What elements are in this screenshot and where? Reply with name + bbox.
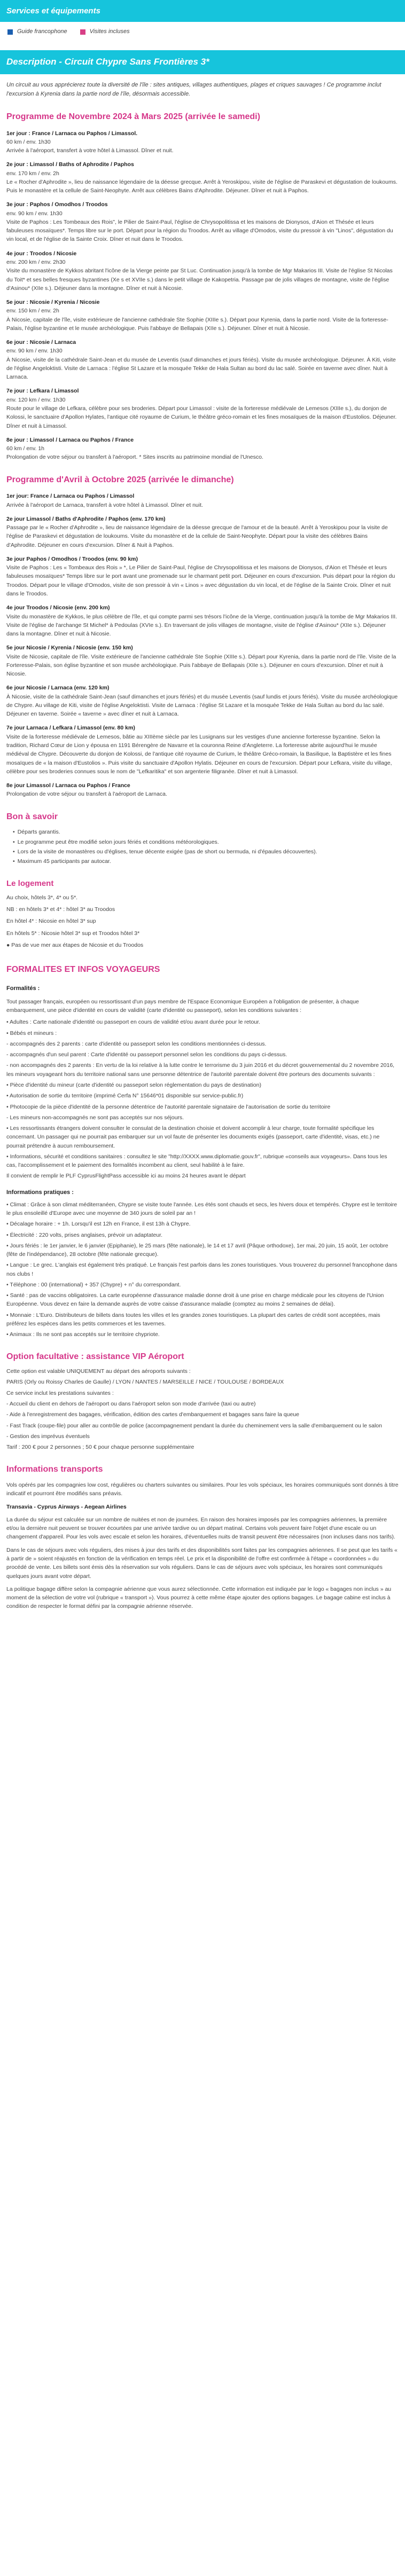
list-item: • Les ressortissants étrangers doivent consulter le consulat de la destination choisie et doivent accomplir à leur charge, toute formalité spécifique les concernant. Un passager qui ne pourrait pas embarquer sur un vol faute de présenter les documents exigés (passeport, carte d'identité, visas, etc.) ne pourrait prétendre à aucun remboursement.	[6, 1125, 380, 1149]
list-item: - Gestion des imprévus éventuels	[6, 1433, 90, 1440]
day-text: À Nicosie, visite de la cathédrale Saint-Jean (sauf dimanches et jours fériés) et du musée Leventis (sauf lundis et jours fériés). Visite du musée archéologique de Chypre. Au village de Kiti, visite de l'église Angeloktisti. Visite de Larnaca : l'église St Lazare et la mosquée Tekke de Hala Sultan au bord du lac salé. Déjeuner en taverne. Soirée « taverne » avec dîner et nuit à Larnaca.	[6, 693, 398, 718]
day-item	[6, 684, 399, 718]
legend-guide	[7, 27, 67, 36]
lodging-line3: ● Pas de vue mer aux étapes de Nicosie et du Troodos	[6, 941, 144, 948]
day-text: Le « Rocher d'Aphrodite », lieu de naissance légendaire de la déesse grecque. Arrêt à Yeroskipou, visite de l'église de Paraskevi et dégustation de loukoums. Puis le monastère et la cellule de Saint-Neophyte. Arrêt aux célèbres Bains d'Aphrodite. Déjeuner. Dîner et nuit à Paphos.	[6, 178, 398, 194]
day-distance: env. 170 km / env. 2h	[6, 170, 59, 177]
visits-square-icon	[80, 29, 85, 35]
day-item	[6, 724, 399, 776]
day-text: À Nicosie, capitale de l'île, visite extérieure de l'ancienne cathédrale Ste Sophie (XIIIe s.). Départ pour Kyrenia, dans la partie nord. Visite de la forteresse-Palais, l'église byzantine et le musée archéologique. Puis l'abbaye de Bellapais (XIIe s.). Déjeuner. Dîner et nuit à Nicosie.	[6, 316, 388, 332]
transport-para1: Vols opérés par les compagnies low cost, régulières ou charters suivantes ou similaires. Pour les vols spéciaux, les horaires communiqués sont donnés à titre indicatif et pourront être modifiés sans préavis.	[6, 1482, 399, 1497]
description-intro: Un circuit au vous apprécierez toute la diversité de l'île : sites antiques, villages authentiques, plages et criques sauvages ! Ce programme inclut l'excursion à Kyrenia dans la partie nord de l'île, désormais accessible.	[6, 81, 381, 97]
program2-title: Programme d'Avril à Octobre 2025 (arrivée le dimanche)	[6, 475, 234, 484]
day-text: Visite du monastère de Kykkos abritant l'icône de la Vierge peinte par St Luc. Continuation jusqu'à la tombe de Mgr Makarios III. Visite de l'église St Nicolas du Toit* et ses belles fresques byzantines (Xe s et XVIIe s.) dans le petit village de Kakopetria. Passage par de jolis villages de montagne, visite de l'église d'Asinou* (XIIe s.). Déjeuner dans la montagne. Dîner et nuit à Nicosie.	[6, 268, 393, 292]
list-item: - accompagnés d'un seul parent : Carte d'identité ou passeport personnel selon les conditions du pays ci-dessus.	[6, 1051, 287, 1058]
option-content	[0, 1367, 405, 1451]
day-item	[6, 249, 399, 293]
day-distance: env. 120 km / env. 1h30	[6, 396, 66, 403]
list-item: - Accueil du client en dehors de l'aéroport ou dans l'aéroport selon son mode d'arrivée (taxi ou autre)	[6, 1401, 256, 1408]
list-item: - Les mineurs non-accompagnés ne sont pas acceptés sur nos séjours.	[6, 1114, 184, 1121]
day-title: 6e jour : Nicosie / Larnaca	[6, 339, 76, 346]
day-text: Visite de Paphos : Les « Tombeaux des Rois » *, Le Pilier de Saint-Paul, l'église de Chrysopolitissa et les maisons de Dionysos, d'Aion et Thésée et leurs fabuleuses mosaïques* Temps libre sur le port avant une promenade sur le charmant petit port. Déjeuner en cours d'excursion. Puis départ pour la région du Troodos. Départ pour le village d'Omodos, visite de son pressoir à vin « Linos » avec dégustation du vin local, et de l'église de la Sainte Croix. Dîner et nuit dans le Troodos.	[6, 564, 395, 598]
list-item: Tarif : 200 € pour 2 personnes ; 50 € pour chaque personne supplémentaire	[6, 1444, 194, 1451]
day-text: Prolongation de votre séjour ou transfert à l'aéroport. * Sites inscrits au patrimoine mondial de l'Unesco.	[6, 454, 263, 461]
day-title: 3e jour : Paphos / Omodhos / Troodos	[6, 201, 108, 208]
day-text: Arrivée à l'aéroport, transfert à votre hôtel à Limassol. Dîner et nuit.	[6, 147, 174, 154]
day-title: 1er jour : France / Larnaca ou Paphos / Limassol.	[6, 130, 138, 137]
day-title: 5e jour Nicosie / Kyrenia / Nicosie (env. 150 km)	[6, 645, 133, 651]
list-item: Cette option est valable UNIQUEMENT au départ des aéroports suivants :	[6, 1368, 191, 1375]
day-item	[6, 338, 399, 381]
day-text: Prolongation de votre séjour ou transfert à l'aéroport de Larnaca.	[6, 791, 167, 798]
day-title: 1er jour: France / Larnaca ou Paphos / Limassol	[6, 493, 135, 500]
lodging-note: NB : en hôtels 3* et 4* : hôtel 3* au Troodos	[6, 906, 115, 913]
formalities-para1: Tout passager français, européen ou ressortissant d'un pays membre de l'Espace Economique Européen a l'obligation de présenter, à chaque embarquement, une pièce d'identité en cours de validité (carte d'identité ou passeport), selon les conditions suivantes :	[6, 998, 359, 1014]
lodging-title: Le logement	[6, 879, 54, 889]
services-legend	[0, 22, 405, 42]
formalities-heading: Formalités :	[6, 985, 40, 992]
transport-content	[0, 1481, 405, 1611]
list-item: - accompagnés des 2 parents : carte d'identité ou passeport selon les conditions mentionnées ci-dessus.	[6, 1040, 267, 1047]
list-item: • Téléphone : 00 (international) + 357 (Chypre) + n° du correspondant.	[6, 1281, 181, 1288]
option-list	[6, 1367, 399, 1451]
list-item: - Aide à l'enregistrement des bagages, vérification, édition des cartes d'embarquement et bagages sans faire la queue	[6, 1411, 300, 1418]
list-item: • Adultes : Carte nationale d'identité ou passeport en cours de validité et/ou avant durée pour le retour.	[6, 1019, 260, 1026]
list-item: • Santé : pas de vaccins obligatoires. La carte européenne d'assurance maladie donne droit à une prise en charge médicale pour les citoyens de l'Union Européenne. Vous devez en faire la demande auprès de votre caisse d'assurance maladie (comptez au moins 2 semaines de délai).	[6, 1292, 384, 1308]
transport-para2: La durée du séjour est calculée sur un nombre de nuitées et non de journées. En raison des horaires imposés par les compagnies aériennes, la première et/ou la dernière nuit peuvent se trouver écourtées par une arrivée tardive ou un départ matinal. Certains vols peuvent faire l'objet d'une escale ou un changement d'appareil. Pour les vols avec escale et selon les horaires, d'éventuelles nuits de transit peuvent être nécessaires (non incluses dans nos tarifs).	[6, 1516, 395, 1541]
list-item: • Monnaie : L'Euro. Distributeurs de billets dans toutes les villes et les grandes zones touristiques. La plupart des cartes de crédit sont acceptées, mais préférez les espèces dans les petits commerces et les tavernes.	[6, 1311, 380, 1327]
good-to-know-item: • Le programme peut être modifié selon jours fériés et conditions météorologiques.	[13, 838, 399, 846]
program1-title: Programme de Novembre 2024 à Mars 2025 (arrivée le samedi)	[6, 112, 260, 121]
program2-days	[6, 492, 399, 798]
description-banner: Description - Circuit Chypre Sans Frontières 3*	[0, 50, 405, 74]
footer-spacer	[0, 1611, 405, 1632]
day-text: Visite du monastère de Kykkos, le plus célèbre de l'île, et qui compte parmi ses trésors l'icône de la Vierge, continuation jusqu'à la tombe de Mgr Makarios III. Visite de l'église de l'archange St Michel* à Pedoulas (XVIe s.). En traversant de jolis villages de montagne, visite de l'église d'Asinou* (XIIe s.). Déjeuner dans la montagne. Dîner et nuit à Nicosie.	[6, 613, 398, 638]
list-item: - Fast Track (coupe-file) pour aller au contrôle de police (accompagnement pendant la durée du cheminement vers la salle d'embarquement ou le salon	[6, 1422, 382, 1429]
transport-para4: La politique bagage diffère selon la compagnie aérienne que vous aurez sélectionnée. Cette information est indiquée par le logo « bagages non inclus » au moment de la sélection de votre vol (rubrique « transport »). Vous pourrez à cette même étape ajouter des options bagages. Le bagage cabine est inclus à condition de respecter le format défini par la compagnie aérienne réservée.	[6, 1585, 392, 1610]
list-item: • Bébés et mineurs :	[6, 1030, 57, 1036]
day-title: 7e jour Larnaca / Lefkara / Limassol (env. 80 km)	[6, 725, 135, 732]
list-item: • Informations, sécurité et conditions sanitaires : consultez le site "http://XXXX.www.diplomatie.gouv.fr", rubrique «conseils aux voyageurs». Dans tous les cas, l'accomplissement et le paiement des formalités incombent au client, seul habilité à le faire.	[6, 1153, 387, 1169]
description-content	[0, 81, 405, 949]
lodging-line2: En hôtels 5* : Nicosie hôtel 3* sup et Troodos hôtel 3*	[6, 930, 140, 937]
legend-visits	[80, 27, 130, 36]
day-title: 8e jour : Limassol / Larnaca ou Paphos / France	[6, 436, 134, 443]
day-text: Arrivée à l'aéroport de Larnaca, transfert à votre hôtel à Limassol. Dîner et nuit.	[6, 501, 203, 508]
transport-title: Informations transports	[6, 1465, 103, 1474]
option-title: Option facultative : assistance VIP Aéroport	[6, 1352, 184, 1362]
day-item	[6, 781, 399, 799]
legend-visits-label: Visites incluses	[89, 28, 130, 35]
transport-para3: Dans le cas de séjours avec vols réguliers, des mises à jour des tarifs et des disponibilités sont faites par les compagnies aériennes. Il se peut que les tarifs « à partir de » soient réajustés en fonction de la vérification en temps réel. Le prix et la disponibilité de l'offre est confirmée à l'étape « coordonnées » du procédé de vente. Les billets sont émis dès la réservation sur vols réguliers. Dans le cas de séjours avec vols spéciaux, les horaires sont communiqués quelques jours avant votre départ.	[6, 1546, 398, 1580]
day-title: 4e jour : Troodos / Nicosie	[6, 250, 77, 257]
legend-guide-label: Guide francophone	[17, 28, 67, 35]
formalities-list	[6, 1018, 399, 1180]
lodging-line1: En hôtel 4* : Nicosie en hôtel 3* sup	[6, 918, 96, 925]
guide-square-icon	[7, 29, 13, 35]
day-text: Visite de Nicosie, capitale de l'île. Visite extérieure de l'ancienne cathédrale Ste Sophie (XIIIe s.). Départ pour Kyrenia, dans la partie nord de l'île. Visite de la Forteresse-Palais, son église byzantine et son musée archéologique. Puis l'abbaye de Bellapais (XIIe s.). Déjeuner en cours d'excursion. Dîner et nuit à Nicosie.	[6, 653, 396, 678]
list-item: • Climat : Grâce à son climat méditerranéen, Chypre se visite toute l'année. Les étés sont chauds et secs, les hivers doux et tempérés. Chypre est le territoire le plus ensoleillé d'Europe avec une moyenne de 340 jours de soleil par an !	[6, 1201, 398, 1216]
good-to-know-item: • Départs garantis.	[13, 828, 399, 836]
list-item: • Animaux : Ils ne sont pas acceptés sur le territoire chypriote.	[6, 1331, 160, 1338]
day-item	[6, 492, 399, 509]
day-distance: env. 150 km / env. 2h	[6, 308, 59, 315]
day-text: Route pour le village de Lefkara, célèbre pour ses broderies. Départ pour Limassol : visite de la forteresse médiévale de Lemesos (XIIIe s.), du donjon de Kolossi, le sanctuaire d'Apollon Hylates, l'antique cité royaume de Curium, le théâtre gréco-romain et les fines mosaïques de la maison d'Eustolios. Déjeuner. Dîner et nuit à Limassol.	[6, 405, 397, 429]
day-distance: 60 km / env. 1h30	[6, 138, 51, 145]
day-distance: env. 90 km / env. 1h30	[6, 348, 63, 355]
formalities-title: FORMALITES ET INFOS VOYAGEURS	[6, 965, 160, 975]
day-item	[6, 160, 399, 195]
list-item: - non accompagnés des 2 parents : En vertu de la loi relative à la lutte contre le terrorisme du 3 juin 2016 et du décret gouvernemental du 2 novembre 2016, les mineurs voyageant hors du territoire national sans une personne détentrice de l'autorité parentale doivent être porteurs des documents suivants :	[6, 1062, 395, 1078]
good-to-know-list	[13, 828, 399, 866]
day-title: 7e jour : Lefkara / Limassol	[6, 388, 79, 395]
day-title: 2e jour Limassol / Baths d'Aphrodite / Paphos (env. 170 km)	[6, 515, 166, 522]
transport-airlines: Transavia - Cyprus Airways - Aegean Airlines	[6, 1503, 127, 1510]
day-item	[6, 603, 399, 638]
day-item	[6, 436, 399, 462]
list-item: • Pièce d'identité du mineur (carte d'identité ou passeport selon réglementation du pays de destination)	[6, 1082, 261, 1088]
day-title: 5e jour : Nicosie / Kyrenia / Nicosie	[6, 299, 100, 306]
day-title: 8e jour Limassol / Larnaca ou Paphos / France	[6, 782, 130, 789]
day-item	[6, 298, 399, 333]
good-to-know-item: • Maximum 45 participants par autocar.	[13, 857, 399, 866]
day-text: À Nicosie, visite de la cathédrale Saint-Jean et du musée de Leventis (sauf dimanches et jours fériés). Visite du musée archéologique. Déjeuner. À Kiti, visite de l'église Angeloktisti. Visite de Larnaca : l'église St Lazare et la mosquée Tekke de Hala Sultan au bord du lac salé. Soirée en taverne avec dîner. Nuit à Larnaca.	[6, 356, 396, 381]
program1-days	[6, 129, 399, 462]
good-to-know-title: Bon à savoir	[6, 812, 58, 821]
lodging-intro: Au choix, hôtels 3*, 4* ou 5*.	[6, 894, 78, 901]
day-text: Visite de la forteresse médiévale de Lemesos, bâtie au XIIIème siècle par les Lusignans sur les vestiges d'une ancienne forteresse byzantine. Selon la tradition, Richard Cœur de Lion y épousa en 1191 Bérengère de Navarre et la couronna Reine d'Angleterre. La forteresse abrite aujourd'hui le musée médiéval de Chypre. Découverte du donjon de Kolossi, de l'antique cité royaume de Curium, le théâtre Gréco-romain, la Basilique, la Baptistère et les fines mosaïques de « la maison d'Eustolios ». Puis visite du sanctuaire d'Apollon Hylatis. Déjeuner en cours de l'excursion. Départ pour Lefkara, visite du village, célèbre pour ses broderies connues sous le nom de "Lefkaritika" et son argenterie filigranée. Dîner et nuit à Limassol.	[6, 733, 392, 775]
list-item: Ce service inclut les prestations suivantes :	[6, 1389, 114, 1396]
list-item: PARIS (Orly ou Roissy Charles de Gaulle) / LYON / NANTES / MARSEILLE / NICE / TOULOUSE / BORDEAUX	[6, 1379, 284, 1386]
day-item	[6, 387, 399, 430]
day-item	[6, 643, 399, 678]
list-item: Il convient de remplir le PLF CyprusFlightPass accessible ici au moins 24 heures avant le départ	[6, 1173, 246, 1180]
day-distance: env. 90 km / env. 1h30	[6, 210, 63, 217]
services-banner: Services et équipements	[0, 0, 405, 22]
day-distance: env. 200 km / env. 2h30	[6, 258, 66, 265]
day-title: 4e jour Troodos / Nicosie (env. 200 km)	[6, 604, 110, 611]
formalities-content	[0, 984, 405, 1339]
list-item: • Autorisation de sortie du territoire (imprimé Cerfa N° 15646*01 disponible sur service-public.fr)	[6, 1093, 244, 1099]
info-heading: Informations pratiques :	[6, 1189, 74, 1196]
day-item	[6, 200, 399, 244]
day-title: 2e jour : Limassol / Baths of Aphrodite / Paphos	[6, 161, 134, 168]
list-item: • Décalage horaire : + 1h. Lorsqu'il est 12h en France, il est 13h à Chypre.	[6, 1221, 191, 1228]
day-text: Passage par le « Rocher d'Aphrodite », lieu de naissance légendaire de la déesse grecque de l'amour et de la beauté. Arrêt à Yeroskipou pour la visite de l'église de Paraskevi et dégustation de loukoums. Visite du monastère et de la cellule de Saint-Neophyte. Départ pour la visite des célèbres Bains d'Aphrodite. Déjeuner en cours d'excursion. Dîner & Nuit à Paphos.	[6, 524, 388, 548]
list-item: • Langue : Le grec. L'anglais est également très pratiqué. Le français l'est parfois dans les zones touristiques. Vous trouverez du personnel francophone dans nos clubs !	[6, 1262, 398, 1277]
day-item	[6, 129, 399, 155]
day-text: Visite de Paphos : Les Tombeaux des Rois", le Pilier de Saint-Paul, l'église de Chrysopolitissa et les maisons de Dionysos, d'Aion et Thésée et leurs fabuleuses mosaïques*. Temps libre sur le port. Départ pour la région du Troodos. Arrêt au village d'Omodos, visite du pressoir à vin "Linos", dégustation du vin local, et de l'église de la Sainte Croix. Dîner et nuit dans le Troodos.	[6, 218, 393, 243]
day-item	[6, 515, 399, 549]
info-list	[6, 1200, 399, 1339]
list-item: • Photocopie de la pièce d'identité de la personne détentrice de l'autorité parentale signataire de l'autorisation de sortie du territoire	[6, 1103, 331, 1110]
day-item	[6, 555, 399, 598]
list-item: • Jours fériés : le 1er janvier, le 6 janvier (Epiphanie), le 25 mars (fête nationale), le 14 et 17 avril (Pâque orthodoxe), 1er mai, 20 juin, 15 août, 1er octobre (fête de l'indépendance), 28 octobre (fête nationale grecque).	[6, 1242, 388, 1258]
day-distance: 60 km / env. 1h	[6, 445, 45, 452]
good-to-know-item: • Lors de la visite de monastères ou d'églises, tenue décente exigée (pas de short ou bermuda, ni d'épaules découvertes).	[13, 847, 399, 856]
day-title: 3e jour Paphos / Omodhos / Troodos (env. 90 km)	[6, 555, 138, 562]
day-title: 6e jour Nicosie / Larnaca (env. 120 km)	[6, 685, 110, 692]
list-item: • Électricité : 220 volts, prises anglaises, prévoir un adaptateur.	[6, 1231, 162, 1238]
